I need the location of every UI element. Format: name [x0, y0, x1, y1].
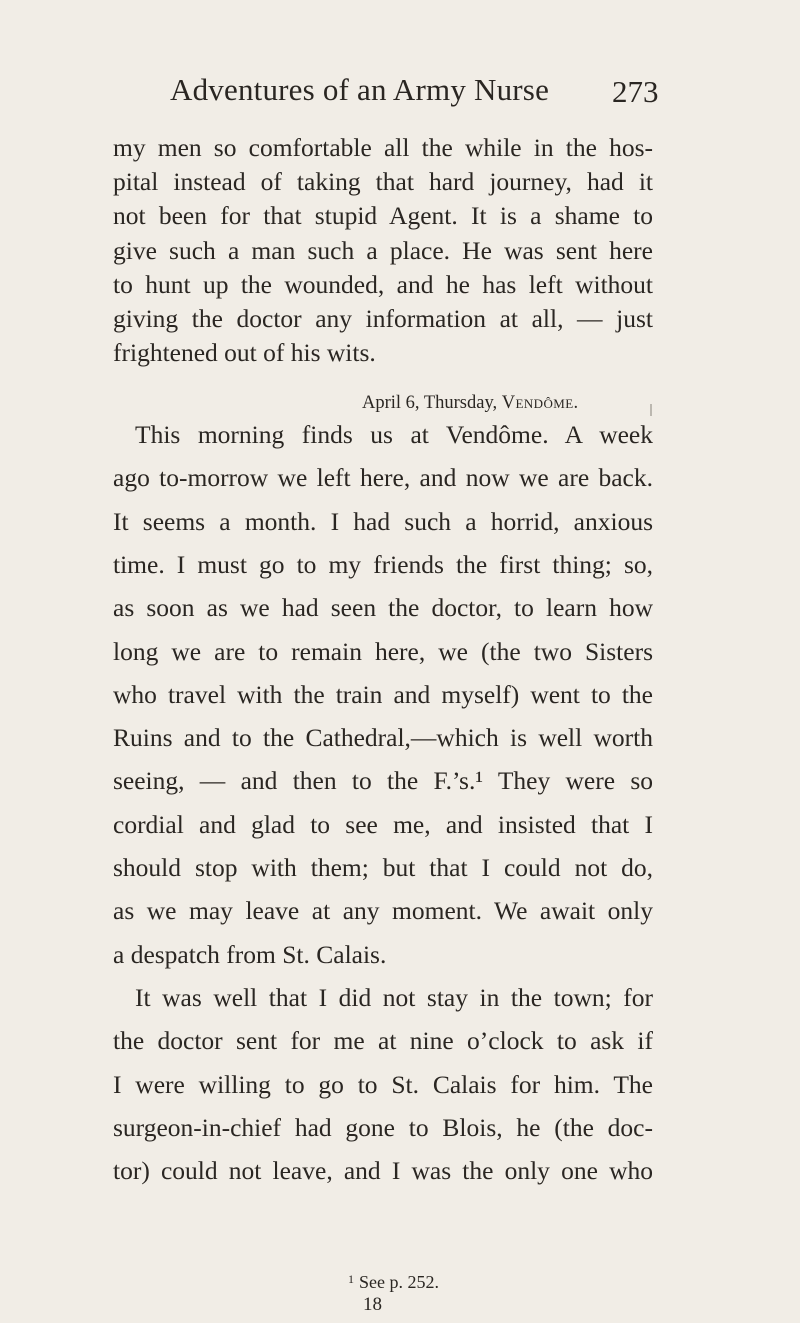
- entry-line: It was well that I did not stay in the town; for: [135, 982, 653, 1012]
- body-line: not been for that stupid Agent. It is a shame to: [113, 201, 653, 231]
- entry-line: ago to-morrow we left here, and now we are back.: [113, 463, 653, 493]
- entry-line: the doctor sent for me at nine o’clock to ask if: [113, 1026, 653, 1056]
- entry-line: who travel with the train and myself) went to the: [113, 679, 653, 709]
- footnote: [348, 1272, 439, 1293]
- entry-dateline: [362, 393, 579, 414]
- entry-line: a despatch from St. Calais.: [113, 939, 387, 969]
- dateline-place: Vendôme.: [501, 393, 579, 413]
- entry-line: I were willing to go to St. Calais for him. The: [113, 1069, 653, 1099]
- entry-line: This morning finds us at Vendôme. A week: [135, 420, 653, 449]
- entry-line: as we may leave at any moment. We await only: [113, 896, 653, 926]
- body-line: giving the doctor any information at all, — just: [113, 304, 653, 333]
- entry-line: should stop with them; but that I could not do,: [113, 853, 653, 882]
- body-line: frightened out of his wits.: [113, 338, 376, 368]
- entry-line: cordial and glad to see me, and insisted that I: [113, 809, 653, 839]
- entry-line: Ruins and to the Cathedral,—which is well worth: [113, 723, 653, 753]
- entry-line: seeing, — and then to the F.’s.¹ They were so: [113, 766, 653, 796]
- stray-print-mark: [650, 404, 652, 416]
- body-line: my men so comfortable all the while in the hos-: [113, 133, 653, 162]
- entry-line: long we are to remain here, we (the two Sisters: [113, 636, 653, 666]
- entry-line: It seems a month. I had such a horrid, anxious: [113, 506, 653, 536]
- entry-line: surgeon-in-chief had gone to Blois, he (the doc-: [113, 1112, 653, 1142]
- page-number: 273: [612, 74, 659, 109]
- entry-line: time. I must go to my friends the first thing; so,: [113, 549, 653, 579]
- body-line: to hunt up the wounded, and he has left without: [113, 269, 653, 299]
- dateline-date: April 6, Thursday,: [362, 393, 498, 413]
- entry-line: tor) could not leave, and I was the only one who: [113, 1156, 653, 1186]
- signature-mark: 18: [363, 1294, 382, 1315]
- footnote-marker: 1: [348, 1272, 354, 1286]
- body-line: pital instead of taking that hard journey, had it: [113, 167, 653, 197]
- entry-line: as soon as we had seen the doctor, to learn how: [113, 593, 653, 623]
- footnote-text: See p. 252.: [359, 1272, 439, 1292]
- running-head-title: Adventures of an Army Nurse: [170, 72, 550, 107]
- body-line: give such a man such a place. He was sent here: [113, 235, 653, 265]
